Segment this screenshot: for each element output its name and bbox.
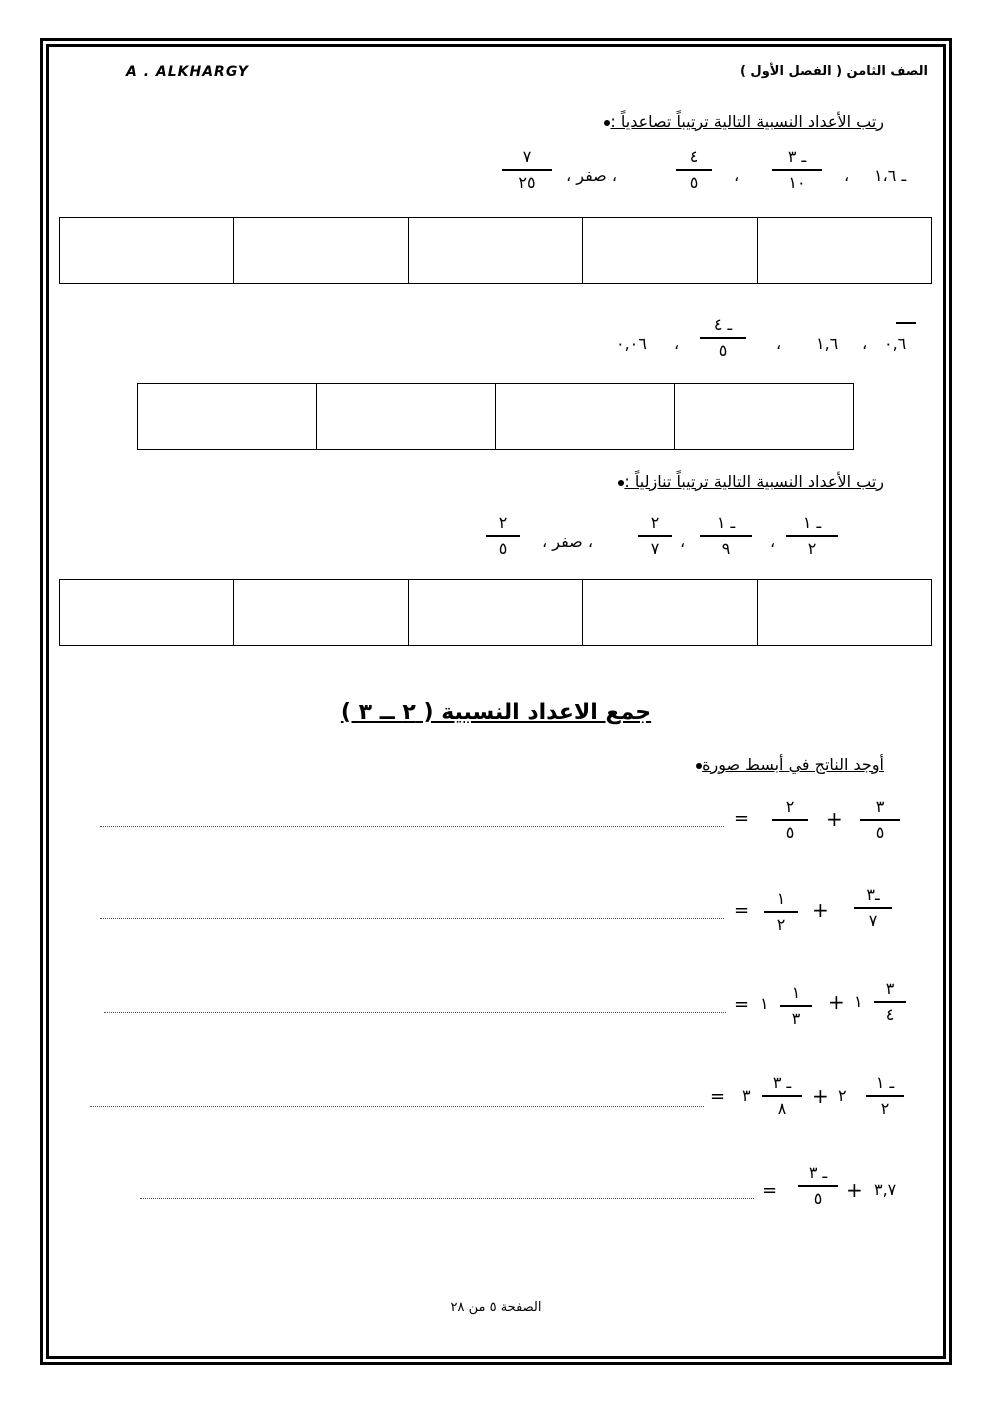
plus-sign: + [812,898,829,922]
separator: ، [862,334,868,353]
answer-line[interactable] [100,918,724,919]
value-1-6: ١,٦ [816,334,839,353]
p5-decimal: ٣,٧ [874,1180,897,1199]
zero-label: ، صفر ، [566,166,618,185]
value-0-06: ٠,٠٦ [616,334,647,353]
answer-line[interactable] [104,1012,726,1013]
plus-sign: + [828,990,845,1014]
answer-grid-1 [59,217,932,284]
answer-box[interactable] [674,384,853,449]
p2-fraction-a: ـ٣ ٧ [854,886,892,930]
instruction-simplify [682,755,884,774]
equals-sign: = [734,900,750,921]
separator: ، [844,166,850,185]
separator: ، [674,334,680,353]
fraction-neg1-2: ـ ١ ٢ [786,514,838,558]
answer-box[interactable] [60,580,233,645]
p4-fraction-b: ـ ٣ ٨ [762,1074,802,1118]
answer-box[interactable] [316,384,495,449]
fraction-neg4-5: ـ ٤ ٥ [700,316,746,360]
answer-line[interactable] [100,826,724,827]
p3-fraction-b: ١ ٣ [780,984,812,1028]
fraction-neg3-10: ـ ٣ ١٠ [772,148,822,192]
p1-fraction-a: ٣ ٥ [860,798,900,842]
fraction-7-25: ٧ ٢٥ [502,148,552,192]
answer-box[interactable] [582,218,756,283]
separator: ، [734,166,740,185]
p3-fraction-a: ٣ ٤ [874,980,906,1024]
repeating-bar [896,322,916,324]
p1-fraction-b: ٢ ٥ [772,798,808,842]
answer-box[interactable] [233,580,407,645]
answer-box[interactable] [408,218,582,283]
instruction-ascending [590,112,884,131]
separator: ، [770,532,776,551]
equals-sign: = [734,994,750,1015]
fraction-2-7: ٢ ٧ [638,514,672,558]
equals-sign: = [710,1086,726,1107]
answer-grid-3 [59,579,932,646]
answer-box[interactable] [582,580,756,645]
zero-label: ، صفر ، [542,532,594,551]
p4-whole-b: ٣ [742,1086,751,1105]
instruction-descending [604,472,884,491]
instruction-text: رتب الأعداد النسبية التالية ترتيباً تصاعدياً : [610,112,884,131]
p4-fraction-a: ـ ١ ٢ [866,1074,904,1118]
p3-whole-a: ١ [854,992,863,1011]
answer-box[interactable] [757,218,931,283]
plus-sign: + [846,1178,863,1202]
answer-box[interactable] [233,218,407,283]
p5-fraction-b: ـ ٣ ٥ [798,1164,838,1208]
fraction-neg1-9: ـ ١ ٩ [700,514,752,558]
answer-box[interactable] [60,218,233,283]
p3-whole-b: ١ [760,994,769,1013]
separator: ، [776,334,782,353]
instruction-text: أوجد الناتج في أبسط صورة [702,755,884,774]
answer-box[interactable] [495,384,674,449]
equals-sign: = [762,1180,778,1201]
section-title: جمع الاعداد النسبية ( ٢ ــ ٣ ) [340,700,652,725]
page-footer: الصفحة ٥ من ٢٨ [450,1300,542,1315]
fraction-2-5: ٢ ٥ [486,514,520,558]
class-label: الصف الثامن ( الفصل الأول ) [739,64,928,79]
p4-whole-a: ٢ [838,1086,847,1105]
instruction-text: رتب الأعداد النسبية التالية ترتيباً تنازلياً : [624,472,884,491]
answer-grid-2 [137,383,854,450]
p2-fraction-b: ١ ٢ [764,890,798,934]
fraction-4-5: ٤ ٥ [676,148,712,192]
answer-box[interactable] [757,580,931,645]
separator: ، [680,532,686,551]
equals-sign: = [734,808,750,829]
answer-line[interactable] [140,1198,754,1199]
plus-sign: + [826,807,843,831]
answer-box[interactable] [138,384,316,449]
author-label: A . ALKHARGY [126,64,249,80]
answer-box[interactable] [408,580,582,645]
value-neg-1-6: ـ ١،٦ [874,166,907,185]
answer-line[interactable] [90,1106,704,1107]
value-0-6-repeating: ٠,٦ [884,334,907,353]
plus-sign: + [812,1084,829,1108]
